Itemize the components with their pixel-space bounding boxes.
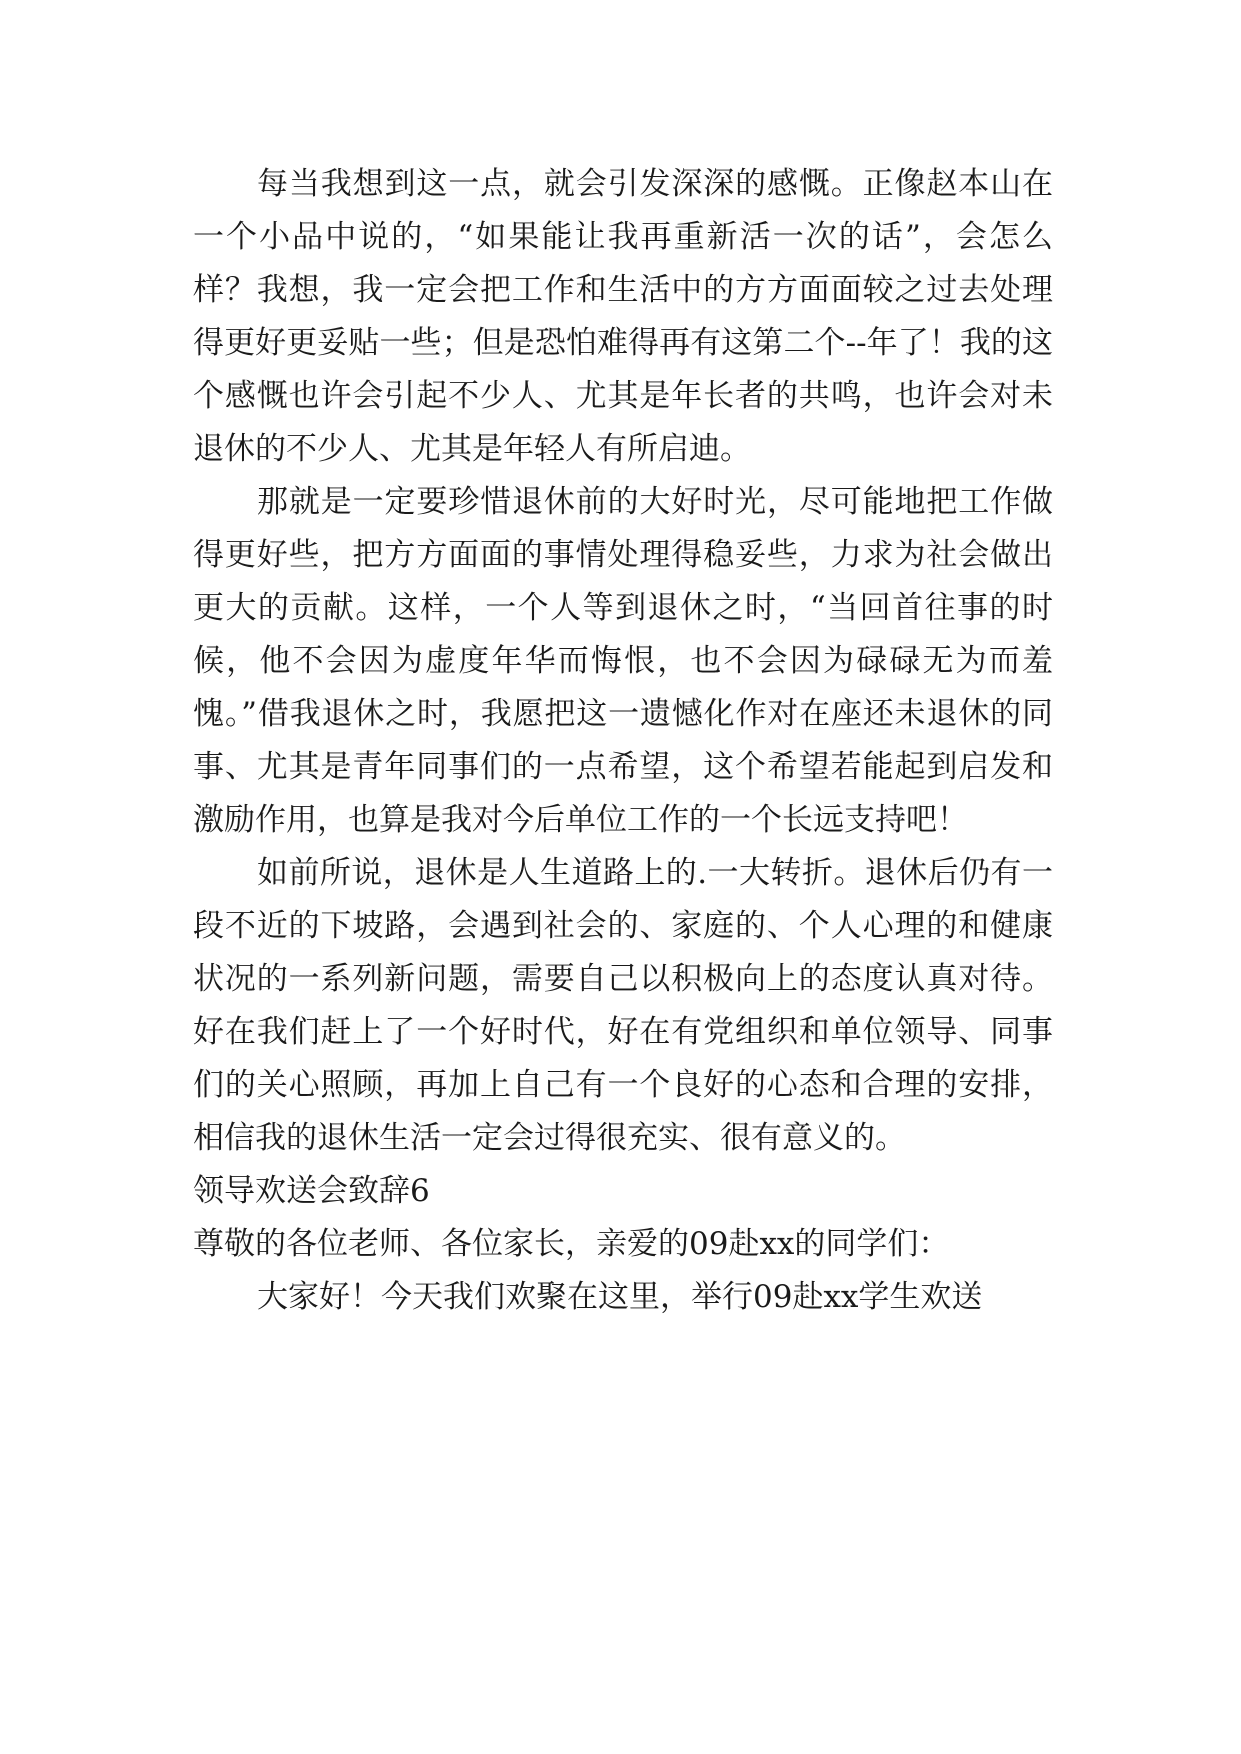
salutation: 尊敬的各位老师、各位家长，亲爱的09赴xx的同学们： [193, 1226, 950, 1262]
section-title: 领导欢送会致辞6 [193, 1173, 430, 1209]
paragraph-reflection: 每当我想到这一点，就会引发深深的感慨。正像赵本山在一个小品中说的，“如果能让我再重新活一次的话”，会怎么样？我想，我一定会把工作和生活中的方方面面较之过去处理得更好更妥贴一些；但是恐怕难得再有这第二个--年了！我的这个感慨也许会引起不少人、尤其是年长者的共鸣，也许会对未退休的不少人、尤其是年轻人有所启迪。 [193, 166, 1053, 467]
paragraph-advice: 那就是一定要珍惜退休前的大好时光，尽可能地把工作做得更好些，把方方面面的事情处理得稳妥些，力求为社会做出更大的贡献。这样，一个人等到退休之时，“当回首往事的时候，他不会因为虚度年华而悔恨，也不会因为碌碌无为而羞愧。”借我退休之时，我愿把这一遗憾化作对在座还未退休的同事、尤其是青年同事们的一点希望，这个希望若能起到启发和激励作用，也算是我对今后单位工作的一个长远支持吧！ [193, 484, 1053, 838]
paragraph-retirement: 如前所说，退休是人生道路上的.一大转折。退休后仍有一段不近的下坡路，会遇到社会的、家庭的、个人心理的和健康状况的一系列新问题，需要自己以积极向上的态度认真对待。好在我们赶上了一个好时代，好在有党组织和单位领导、同事们的关心照顾，再加上自己有一个良好的心态和合理的安排，相信我的退休生活一定会过得很充实、很有意义的。 [193, 855, 1053, 1156]
document-page [193, 158, 1053, 1324]
opening-line: 大家好！今天我们欢聚在这里，举行09赴xx学生欢送 [257, 1279, 983, 1315]
